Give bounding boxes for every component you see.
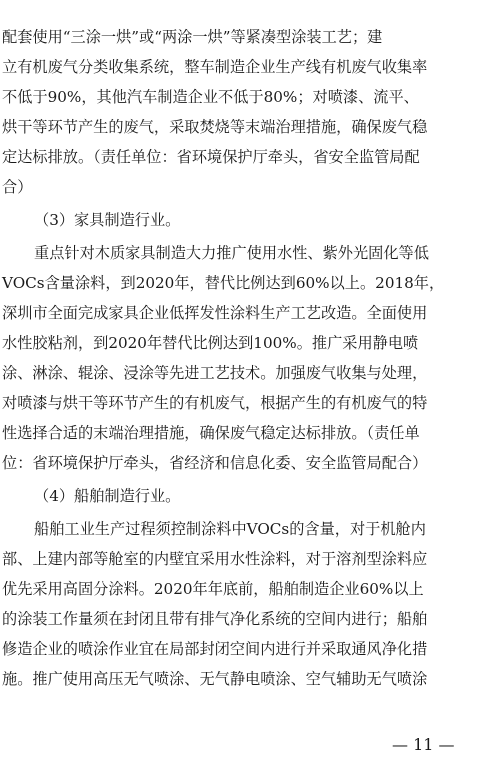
text-line: 涂、淋涂、辊涂、浸涂等先进工艺技术。加强废气收集与处理， [2, 364, 428, 382]
text-line: 合） [2, 178, 33, 196]
text-line: 修造企业的喷涂作业宜在局部封闭空间内进行并采取通风净化措 [2, 640, 428, 658]
text-line: 不低于90%，其他汽车制造企业不低于80%；对喷漆、流平、 [2, 88, 419, 106]
text-line: 优先采用高固分涂料。2020年年底前，船舶制造企业60%以上 [2, 580, 424, 598]
text-line: 定达标排放。（责任单位：省环境保护厅牵头，省安全监管局配 [2, 148, 420, 166]
text-line: VOCs含量涂料，到2020年，替代比例达到60%以上。2018年， [2, 274, 445, 292]
text-line: 部、上建内部等舱室的内壁宜采用水性涂料，对于溶剂型涂料应 [2, 550, 428, 568]
text-line: 位：省环境保护厅牵头，省经济和信息化委、安全监管局配合） [2, 454, 428, 472]
section-heading-shipbuilding: （4）船舶制造行业。 [34, 487, 181, 505]
text-line: 的涂装工作量须在封闭且带有排气净化系统的空间内进行；船舶 [2, 610, 428, 628]
text-line: 深圳市全面完成家具企业低挥发性涂料生产工艺改造。全面使用 [2, 304, 428, 322]
text-line: 配套使用“三涂一烘”或“两涂一烘”等紧凑型涂装工艺；建 [2, 28, 383, 46]
section-heading-furniture: （3）家具制造行业。 [34, 211, 181, 229]
text-line: 水性胶粘剂，到2020年替代比例达到100%。推广采用静电喷 [2, 334, 419, 352]
text-line: 立有机废气分类收集系统，整车制造企业生产线有机废气收集率 [2, 58, 428, 76]
paragraph-start: 船舶工业生产过程须控制涂料中VOCs的含量，对于机舱内 [34, 520, 426, 538]
paragraph-start: 重点针对木质家具制造大力推广使用水性、紫外光固化等低 [34, 244, 429, 262]
text-line: 对喷漆与烘干等环节产生的有机废气，根据产生的有机废气的特 [2, 394, 428, 412]
text-line: 性选择合适的末端治理措施，确保废气稳定达标排放。（责任单 [2, 424, 420, 442]
text-line: 施。推广使用高压无气喷涂、无气静电喷涂、空气辅助无气喷涂 [2, 670, 428, 688]
page-number: — 11 — [392, 735, 455, 754]
text-line: 烘干等环节产生的废气，采取焚烧等末端治理措施，确保废气稳 [2, 118, 428, 136]
